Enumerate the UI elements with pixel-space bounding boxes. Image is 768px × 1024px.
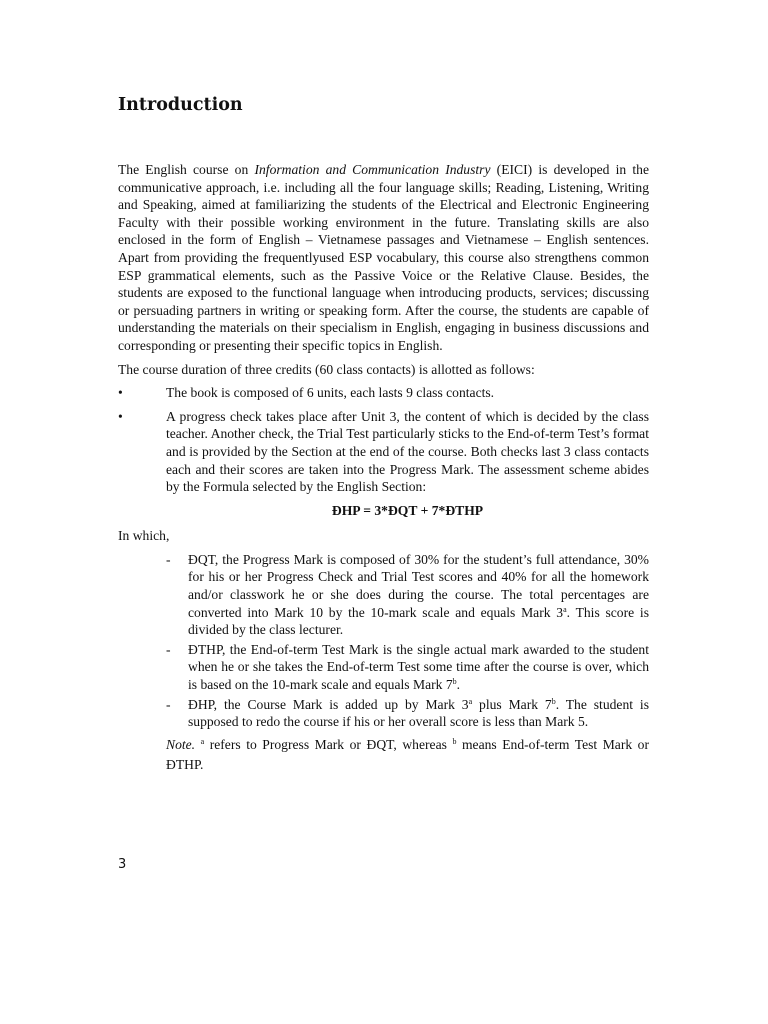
note-label: Note. xyxy=(166,736,196,752)
bullet-icon: • xyxy=(118,408,123,424)
note-paragraph: Note. $^a$ refers to Progress Mark or ĐQT, whereas $^b$ means End-of-term Test Mark or ĐTHP. xyxy=(166,736,650,772)
document-page xyxy=(118,94,649,775)
duration-paragraph: The course duration of three credits (60 class contacts) is allotted as follows: xyxy=(118,361,535,377)
list-item-dthp: - ĐTHP, the End-of-term Test Mark is the single actual mark awarded to the student when he or she takes the End-of-term Test some time after the course is over, which is based on the 10-mark scale and equals Mark 7$^b$. xyxy=(166,641,649,693)
bullet-list xyxy=(118,384,649,496)
page-number: 3 xyxy=(118,857,127,872)
in-which-label: In which, xyxy=(118,528,170,544)
dash-list xyxy=(118,551,649,731)
list-item: • A progress check takes place after Unit 3, the content of which is decided by the class teacher. Another check, the Trial Test particularly sticks to the End-of-term Test’s format and is provided by the Section at the end of the course. Both checks last 3 class contacts each and their scores are taken into the Progress Mark. The assessment scheme abides by the Formula selected by the English Section: xyxy=(118,408,649,495)
dash-icon: - xyxy=(166,696,171,712)
bullet-icon: • xyxy=(118,385,123,401)
course-title: Information and Communication Industry xyxy=(254,162,491,177)
dash-icon: - xyxy=(166,551,171,567)
dash-icon: - xyxy=(166,641,171,657)
list-item-dhp: - ĐHP, the Course Mark is added up by Mark 3$^a$ plus Mark 7$^b$. The student is supposed to redo the course if his or her overall score is less than Mark 5. xyxy=(166,696,649,730)
formula: ĐHP = 3*ĐQT + 7*ĐTHP xyxy=(331,502,484,518)
list-item: • The book is composed of 6 units, each lasts 9 class contacts. xyxy=(118,385,495,401)
list-item-dqt: - ĐQT, the Progress Mark is composed of 30% for the student’s full attendance, 30% for his or her Progress Check and Trial Test scores and 40% for all the homework and/or classwork he or she does during the course. The total percentages are converted into Mark 10 by the 10-mark scale and equals Mark 3$^a$. This score is divided by the class lecturer. xyxy=(166,551,649,638)
page-title: Introduction xyxy=(118,95,243,115)
intro-paragraph: The English course on Information and Communication Industry (EICI) is developed in the communicative approach, i.e. including all the four language skills; Reading, Listening, Writing and Speaking, aimed at familiarizing the students of the Electrical and Electronic Engineering Faculty with their possible working environment in the future. Translating skills are also enclosed in the form of English – Vietnamese passages and Vietnamese – English sentences. Apart from providing the frequentlyused ESP vocabulary, this course also strengthens common ESP grammatical elements, such as the Passive Voice or the Relative Clause. Besides, the students are exposed to the functional language when introducing products, services; discussing or persuading partners in writing or speaking form. After the course, the students are capable of understanding the materials on their specialism in English, engaging in business discussions and corresponding or presenting their specific topics in English. xyxy=(118,162,649,353)
